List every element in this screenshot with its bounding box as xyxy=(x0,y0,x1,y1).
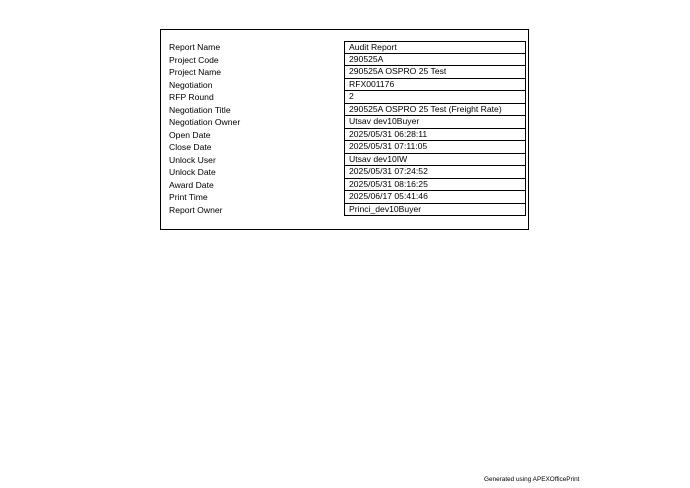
close-date-label: Close Date xyxy=(169,142,212,152)
close-date-value: 2025/05/31 07:11:05 xyxy=(344,141,526,154)
award-date-label: Award Date xyxy=(169,179,214,190)
row-negotiation-title xyxy=(161,104,528,117)
negotiation-title-value: 290525A OSPRO 25 Test (Freight Rate) xyxy=(344,104,526,117)
project-code-label: Project Code xyxy=(169,54,219,65)
project-code-value: 290525A xyxy=(344,54,526,67)
award-date-value: 2025/05/31 08:16:25 xyxy=(344,179,526,192)
unlock-date-value: 2025/05/31 07:24:52 xyxy=(344,166,526,179)
negotiation-owner-label: Negotiation Owner xyxy=(169,117,241,127)
project-name-label: Project Name xyxy=(169,67,222,77)
open-date-label: Open Date xyxy=(169,129,211,140)
unlock-user-value: Utsav dev10IW xyxy=(344,154,526,167)
row-negotiation-owner xyxy=(161,116,528,129)
open-date-value: 2025/05/31 06:28:11 xyxy=(344,129,526,142)
row-negotiation xyxy=(161,79,528,92)
generated-by-footer: Generated using APEXOfficePrint xyxy=(484,476,580,483)
print-time-label: Print Time xyxy=(169,192,208,202)
report-owner-label: Report Owner xyxy=(169,204,223,215)
row-print-time xyxy=(161,191,528,204)
report-name-value: Audit Report xyxy=(344,41,526,54)
negotiation-value: RFX001176 xyxy=(344,79,526,92)
row-report-name xyxy=(161,41,528,54)
row-award-date xyxy=(161,179,528,192)
row-project-name xyxy=(161,66,528,79)
row-unlock-date xyxy=(161,166,528,179)
report-summary-table xyxy=(160,29,529,230)
row-project-code xyxy=(161,54,528,67)
unlock-user-label: Unlock User xyxy=(169,154,216,165)
negotiation-owner-value: Utsav dev10Buyer xyxy=(344,116,526,129)
negotiation-title-label: Negotiation Title xyxy=(169,104,231,115)
row-unlock-user xyxy=(161,154,528,167)
row-open-date xyxy=(161,129,528,142)
print-time-value: 2025/06/17 05:41:46 xyxy=(344,191,526,204)
report-owner-value: Princi_dev10Buyer xyxy=(344,204,526,217)
report-name-label: Report Name xyxy=(169,42,221,52)
project-name-value: 290525A OSPRO 25 Test xyxy=(344,66,526,79)
rfp-round-label: RFP Round xyxy=(169,92,214,102)
row-close-date xyxy=(161,141,528,154)
rfp-round-value: 2 xyxy=(344,91,526,104)
unlock-date-label: Unlock Date xyxy=(169,167,216,177)
row-rfp-round xyxy=(161,91,528,104)
row-report-owner xyxy=(161,204,528,217)
negotiation-label: Negotiation xyxy=(169,79,213,90)
